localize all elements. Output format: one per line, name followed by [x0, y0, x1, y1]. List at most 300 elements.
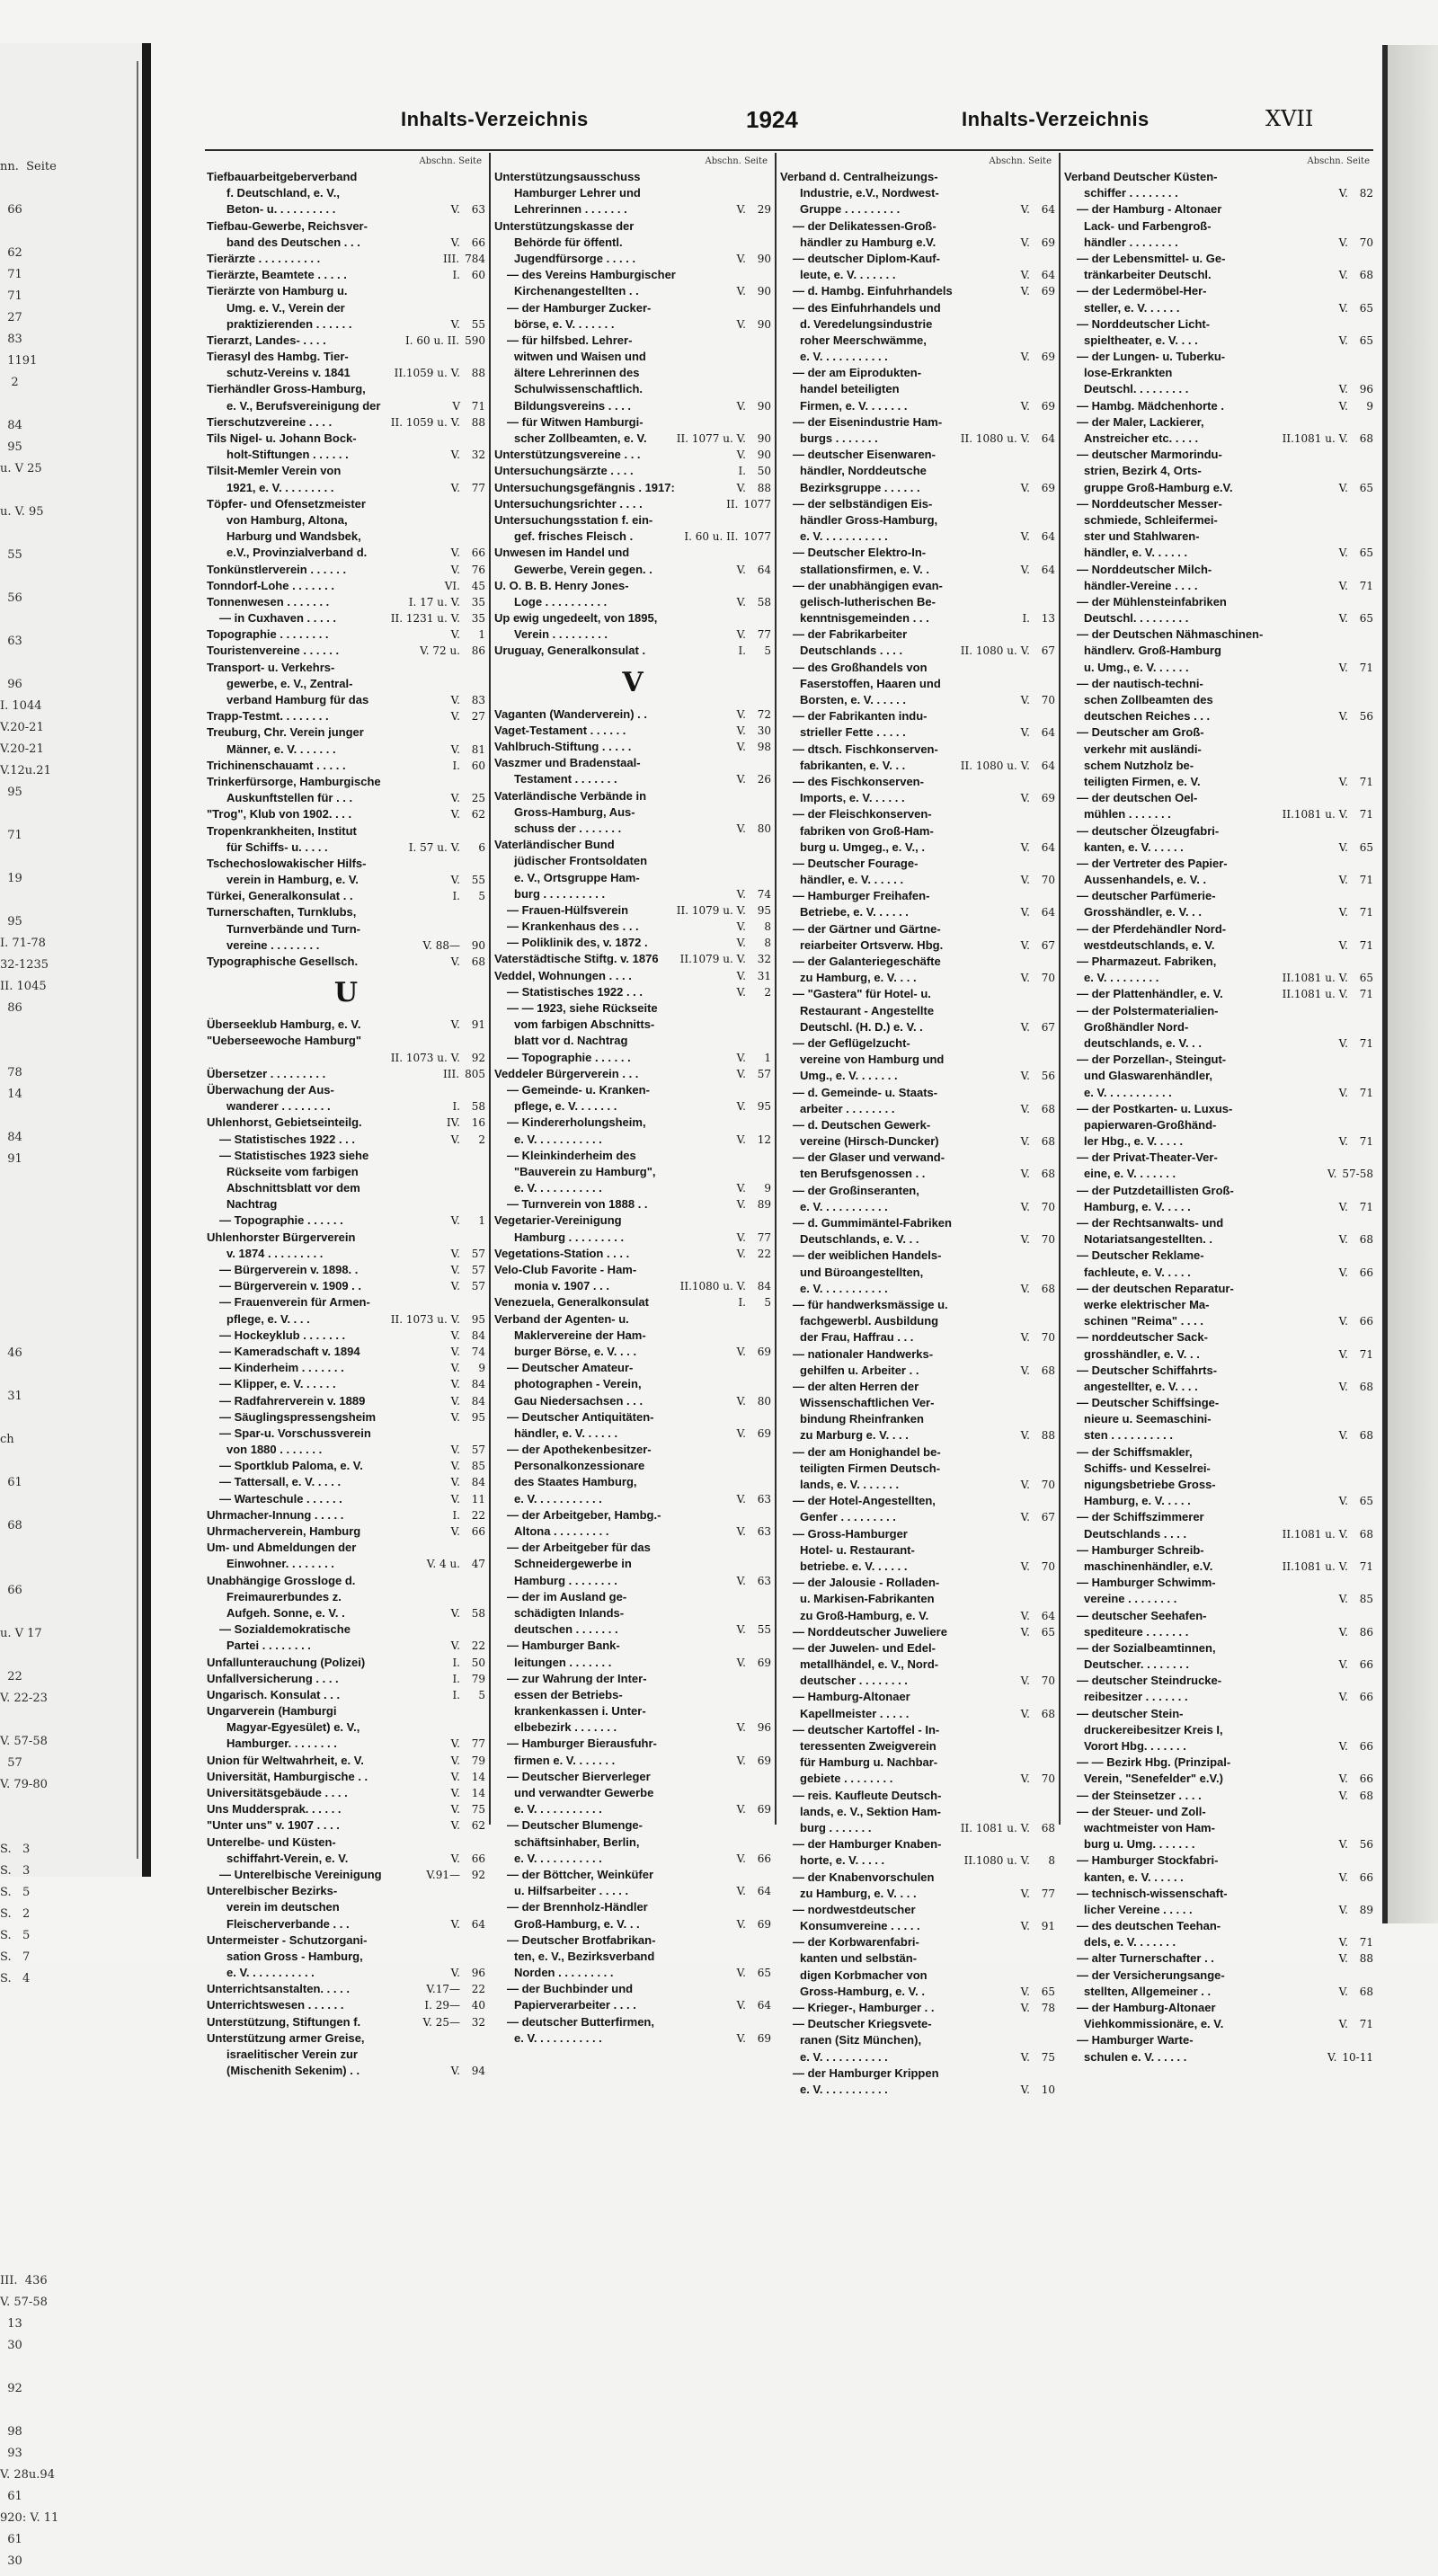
entry-title: Veddel, Wohnungen . . . .	[494, 968, 632, 982]
entry-page: 56	[1359, 1838, 1373, 1852]
entry-title: krankenkassen i. Unter-	[514, 1704, 646, 1719]
index-entry	[207, 1328, 485, 1344]
entry-section: V.	[450, 235, 460, 249]
entry-page: 96	[471, 1967, 485, 1980]
entry-page: 70	[1041, 1233, 1055, 1247]
entry-title: angestellter, e. V. . . .	[1084, 1379, 1198, 1393]
previous-page-number	[0, 2360, 135, 2382]
index-entry	[494, 1393, 771, 1409]
index-entry	[494, 300, 771, 316]
entry-title: Unfallunterauchung (Polizei)	[207, 1655, 366, 1669]
index-entry	[207, 1932, 485, 1949]
entry-title: verein im deutschen	[226, 1900, 340, 1914]
entry-title: — Sozialdemokratische	[219, 1622, 351, 1637]
entry-title: — des deutschen Teehan-	[1077, 1919, 1221, 1933]
entry-page: 55	[757, 1623, 771, 1637]
entry-page: 5	[478, 890, 485, 903]
index-entry	[494, 984, 771, 1000]
previous-page-number: u. V. 95	[0, 505, 44, 519]
index-entry	[780, 1231, 1055, 1248]
entry-page: 77	[1041, 1887, 1055, 1900]
entry-title: — Spar-u. Vorschussverein	[219, 1426, 371, 1440]
entry-title: — der Maler, Lackierer,	[1077, 414, 1204, 429]
entry-title: — Kameradschaft v. 1894	[219, 1344, 360, 1358]
index-entry	[494, 562, 771, 578]
index-entry	[494, 1753, 771, 1769]
entry-title: e. V. . . . . . . . . . .	[800, 2049, 888, 2064]
entry-page: 12	[757, 1133, 771, 1146]
entry-section: V.	[1020, 1020, 1030, 1034]
entry-title: f. Deutschland, e. V.,	[226, 186, 340, 200]
index-entry	[780, 2000, 1055, 2016]
index-entry	[780, 660, 1055, 676]
index-entry	[494, 1573, 771, 1589]
previous-page-number: III. 436	[0, 2274, 48, 2287]
entry-title: Genfer . . . . . . . . .	[800, 1510, 896, 1524]
entry-title: Hamburg, e. V. . . . .	[1084, 1494, 1191, 1508]
entry-title: eine, e. V. . . . . . .	[1084, 1167, 1176, 1181]
entry-title: Unfallversicherung . . . .	[207, 1671, 339, 1685]
entry-page: 6	[478, 840, 485, 854]
index-entry	[207, 1851, 485, 1867]
entry-title: Hotel- u. Restaurant-	[800, 1542, 915, 1557]
index-entry	[1064, 872, 1373, 888]
index-entry	[207, 1556, 485, 1572]
entry-section: V.	[450, 1819, 460, 1833]
entry-page: 70	[1041, 1674, 1055, 1688]
index-entry	[780, 806, 1055, 822]
entry-section: II.1080 u. V.	[963, 1854, 1030, 1868]
index-entry	[207, 1834, 485, 1851]
index-entry	[207, 1212, 485, 1229]
index-entry	[780, 1836, 1055, 1852]
entry-title: deutschen Reiches . . .	[1084, 709, 1211, 724]
index-entry	[1064, 1427, 1373, 1443]
index-entry	[1064, 316, 1373, 333]
entry-section: V.	[736, 449, 746, 462]
entry-page: 45	[471, 579, 485, 592]
entry-section: V.	[736, 937, 746, 950]
index-entry	[1064, 806, 1373, 822]
entry-title: sation Gross - Hamburg,	[226, 1949, 363, 1963]
entry-section: V. 25—	[422, 2015, 460, 2029]
previous-page-number: V. 79-80	[0, 1778, 48, 1791]
previous-page-number: 71	[0, 268, 22, 281]
index-entry	[1064, 1820, 1373, 1836]
index-entry	[1064, 1706, 1373, 1722]
index-entry	[207, 1409, 485, 1426]
entry-title: Gross-Hamburg, e. V. .	[800, 1984, 925, 1998]
previous-page-number	[0, 2123, 135, 2145]
index-entry	[1064, 2000, 1373, 2016]
entry-section: V.	[1338, 775, 1348, 788]
entry-section: V.	[450, 481, 460, 494]
entry-title: deutschen . . . . . . .	[514, 1622, 618, 1637]
entry-page: 64	[1041, 1609, 1055, 1622]
index-entry	[1064, 1591, 1373, 1607]
index-entry	[780, 1117, 1055, 1133]
entry-title: Partei . . . . . . . .	[226, 1639, 311, 1653]
entry-title: Transport- u. Verkehrs-	[207, 660, 335, 674]
index-entry	[780, 724, 1055, 741]
entry-page: 70	[1041, 1479, 1055, 1491]
entry-page: 1077	[743, 530, 771, 544]
index-entry	[494, 398, 771, 414]
entry-title: Grosshändler, e. V. . .	[1084, 905, 1203, 919]
entry-title: Kapellmeister . . . . .	[800, 1706, 910, 1720]
index-entry	[207, 1736, 485, 1752]
index-entry	[1064, 1329, 1373, 1346]
entry-title: Umg., e. V. . . . . . .	[800, 1069, 898, 1083]
entry-page: 66	[1359, 1740, 1373, 1753]
previous-page-number	[0, 1497, 135, 1519]
entry-title: monia v. 1907 . . .	[514, 1279, 609, 1293]
entry-title: — der Hamburg-Altonaer	[1077, 2001, 1216, 2014]
entry-section: V. 4 u.	[426, 1558, 460, 1571]
index-entry	[1064, 1461, 1373, 1477]
index-entry	[494, 1426, 771, 1442]
entry-page: 2	[478, 1133, 485, 1146]
entry-title: Uhlenhorster Bürgerverein	[207, 1230, 356, 1244]
entry-title: lands, e. V. . . . . . .	[800, 1478, 900, 1491]
index-entry	[494, 333, 771, 349]
previous-page-number	[0, 2209, 135, 2231]
index-entry	[1064, 283, 1373, 299]
index-entry	[494, 1212, 771, 1229]
index-entry	[494, 1491, 771, 1507]
index-entry	[780, 1870, 1055, 1886]
entry-title: händler, e. V. . . . . .	[514, 1426, 618, 1440]
index-entry	[780, 1166, 1055, 1182]
index-entry	[780, 1395, 1055, 1411]
previous-page-number	[0, 1174, 135, 1195]
index-entry	[494, 919, 771, 935]
entry-page: 89	[757, 1198, 771, 1212]
entry-title: e. V. . . . . . . . . . .	[800, 529, 888, 544]
index-entry	[207, 1458, 485, 1474]
entry-title: wachtmeister von Ham-	[1084, 1820, 1215, 1834]
entry-section: V.	[1020, 1282, 1030, 1295]
index-entry	[780, 1934, 1055, 1950]
previous-page-number	[0, 2252, 135, 2274]
entry-title: horte, e. V. . . . .	[800, 1853, 885, 1868]
entry-title: — der Porzellan-, Steingut-	[1077, 1053, 1227, 1067]
entry-page: 55	[471, 317, 485, 331]
entry-title: e. V., Ortsgruppe Ham-	[514, 870, 640, 884]
index-entry	[1064, 1133, 1373, 1150]
entry-section: I.	[452, 759, 460, 772]
entry-page: 50	[471, 1656, 485, 1669]
entry-title: — für Witwen Hamburgi-	[507, 414, 644, 429]
index-entry	[207, 235, 485, 251]
entry-title: photographen - Verein,	[514, 1377, 642, 1391]
entry-page: 71	[1359, 775, 1373, 788]
index-entry	[1064, 447, 1373, 463]
index-entry	[780, 1035, 1055, 1052]
column-head: Abschn. Seite	[1307, 156, 1370, 166]
entry-title: — Deutscher Brotfabrikan-	[507, 1932, 656, 1947]
index-entry	[207, 1098, 485, 1115]
entry-title: Verband der Agenten- u.	[494, 1311, 629, 1326]
entry-section: II. 1073 u. V.	[390, 1051, 460, 1064]
entry-section: V.	[1020, 906, 1030, 919]
previous-page-number: S. 3	[0, 1864, 31, 1878]
index-entry	[1064, 774, 1373, 790]
entry-section: V.	[1020, 1559, 1030, 1573]
entry-title: Universität, Hamburgische . .	[207, 1769, 368, 1783]
index-entry	[494, 1883, 771, 1899]
previous-page-number: 13	[0, 2317, 22, 2331]
index-entry	[207, 1066, 485, 1082]
entry-title: Hamburg . . . . . . . .	[514, 1573, 617, 1587]
entry-section: V.	[1327, 2050, 1337, 2064]
index-entry	[1064, 904, 1373, 920]
entry-title: — der alten Herren der	[793, 1379, 919, 1393]
entry-section: V.	[450, 203, 460, 217]
entry-page: 9	[1366, 399, 1373, 413]
entry-title: zu Groß-Hamburg, e. V.	[800, 1608, 929, 1622]
entry-section: V.	[450, 1754, 460, 1767]
entry-page: 66	[1359, 1658, 1373, 1672]
index-entry	[207, 660, 485, 676]
previous-page-number: S. 7	[0, 1950, 31, 1964]
entry-section: V.	[1338, 1952, 1348, 1966]
entry-section: II.	[726, 497, 739, 511]
index-entry	[494, 1605, 771, 1621]
entry-title: — Deutscher Fourage-	[793, 856, 919, 870]
index-entry	[207, 1523, 485, 1540]
entry-page: 71	[1359, 1200, 1373, 1213]
entry-title: Abschnittsblatt vor dem	[226, 1181, 360, 1195]
previous-page-number: V. 28u.94	[0, 2468, 55, 2482]
entry-page: 71	[1359, 906, 1373, 919]
index-entry	[207, 1719, 485, 1736]
index-entry	[494, 1409, 771, 1426]
entry-section: V.	[1020, 1985, 1030, 1998]
entry-title: — der Sozialbeamtinnen,	[1077, 1640, 1216, 1655]
entry-title: Tonnenwesen . . . . . . .	[207, 594, 330, 608]
previous-page-number: 95	[0, 786, 22, 799]
entry-title: — der Geflügelzucht-	[793, 1035, 910, 1050]
entry-title: burg u. Umgeg., e. V., .	[800, 839, 925, 854]
previous-page-number: 68	[0, 1519, 22, 1532]
index-entry	[780, 904, 1055, 920]
entry-title: Männer, e. V. . . . . . .	[226, 742, 336, 756]
previous-page-number: 62	[0, 246, 22, 260]
entry-page: 1	[478, 1214, 485, 1228]
entry-title: — Hamburger Schreib-	[1077, 1542, 1204, 1557]
entry-page: 68	[1359, 1380, 1373, 1393]
index-entry	[780, 1902, 1055, 1918]
entry-title: Viehkommissionäre, e. V.	[1084, 2017, 1224, 2031]
index-entry	[780, 1886, 1055, 1902]
index-entry	[780, 1591, 1055, 1607]
entry-section: V.	[736, 1967, 746, 1980]
entry-title: — alter Turnerschafter . .	[1077, 1951, 1214, 1966]
header-page-number: XVII	[1265, 106, 1314, 131]
entry-section: V.	[1020, 1707, 1030, 1720]
entry-title: zu Marburg e. V. . . .	[800, 1428, 909, 1443]
previous-page-number	[0, 1994, 135, 2015]
entry-section: V.	[1020, 399, 1030, 413]
index-entry	[207, 823, 485, 839]
entry-title: Kirchenangestellten . .	[514, 284, 639, 298]
entry-title: händler, e. V. . . . . .	[800, 873, 904, 887]
entry-page: 98	[757, 741, 771, 753]
entry-page: 90	[757, 285, 771, 298]
previous-page-number: 1191	[0, 354, 38, 368]
index-entry	[1064, 578, 1373, 594]
index-entry	[1064, 1984, 1373, 2000]
entry-section: V.	[736, 595, 746, 608]
entry-page: 88	[1041, 1429, 1055, 1443]
entry-page: 65	[1359, 333, 1373, 347]
entry-page: 91	[471, 1018, 485, 1032]
index-entry	[207, 790, 485, 806]
entry-title: der Frau, Haffrau . . .	[800, 1330, 914, 1345]
entry-section: V.	[450, 1264, 460, 1276]
entry-page: 66	[757, 1852, 771, 1865]
previous-page-number	[0, 1303, 135, 1325]
index-entry	[207, 1965, 485, 1981]
index-entry	[207, 1017, 485, 1033]
previous-page-number	[0, 1821, 135, 1843]
entry-section: V.	[450, 563, 460, 576]
previous-page-number	[0, 2080, 135, 2101]
entry-title: händler, e. V. . . . . .	[1084, 546, 1188, 560]
entry-page: 69	[757, 1803, 771, 1817]
index-entry	[780, 1068, 1055, 1084]
index-entry	[780, 251, 1055, 267]
previous-page-number	[0, 2403, 135, 2425]
previous-page-number: S. 2	[0, 1907, 31, 1921]
entry-section: II. 1081 u. V.	[960, 1821, 1030, 1834]
previous-page-number: 86	[0, 1001, 22, 1015]
index-entry	[207, 2047, 485, 2063]
entry-title: — Statistisches 1922 . . .	[219, 1132, 356, 1146]
entry-page: 84	[471, 1378, 485, 1391]
previous-page-number: 56	[0, 591, 22, 605]
index-entry	[494, 821, 771, 837]
index-entry	[494, 1066, 771, 1082]
entry-page: 69	[1041, 399, 1055, 413]
entry-title: leitungen . . . . . . .	[514, 1655, 612, 1669]
index-entry	[780, 562, 1055, 578]
index-entry	[1064, 1886, 1373, 1902]
index-entry	[780, 1738, 1055, 1754]
previous-page-number: 19	[0, 872, 22, 885]
entry-page: 64	[471, 1917, 485, 1931]
entry-title: holt-Stiftungen . . . . . .	[226, 448, 349, 462]
index-entry	[494, 1000, 771, 1017]
index-entry	[494, 545, 771, 561]
entry-title: Jugendfürsorge . . . . .	[514, 251, 636, 265]
entry-section: V.	[1327, 1168, 1337, 1181]
entry-title: Aussenhandels, e. V. .	[1084, 873, 1207, 887]
index-entry	[780, 1313, 1055, 1329]
entry-page: 70	[1041, 1772, 1055, 1786]
entry-title: stallationsfirmen, e. V. .	[800, 562, 930, 576]
previous-page-number: 66	[0, 203, 22, 217]
entry-title: — der Plattenhändler, e. V.	[1077, 987, 1223, 1001]
previous-page-number	[0, 1562, 135, 1584]
entry-page: 86	[1359, 1625, 1373, 1639]
entry-page: 66	[471, 546, 485, 560]
entry-title: schuss der . . . . . . .	[514, 821, 622, 835]
entry-title: handel beteiligten	[800, 382, 900, 396]
index-entry	[207, 921, 485, 937]
entry-title: Tonndorf-Lohe . . . . . . .	[207, 578, 335, 592]
index-entry	[207, 300, 485, 316]
entry-page: 63	[471, 203, 485, 217]
page-header	[160, 104, 1380, 140]
entry-section: V.	[1020, 563, 1030, 576]
entry-title: — Hamburger Bank-	[507, 1639, 620, 1653]
entry-section: V.	[450, 1787, 460, 1799]
entry-section: V.	[1338, 1233, 1348, 1247]
entry-section: II. 1077 u. V.	[676, 432, 746, 445]
entry-title: elbebezirk . . . . . . .	[514, 1720, 617, 1735]
entry-page: 57	[471, 1247, 485, 1260]
entry-title: Unterstützung armer Greise,	[207, 2030, 365, 2045]
index-entry	[780, 1085, 1055, 1101]
entry-section: V.	[736, 1426, 746, 1440]
index-entry	[780, 496, 1055, 512]
entry-page: 8	[764, 937, 771, 950]
previous-page-number	[0, 1239, 135, 1260]
index-entry	[780, 1150, 1055, 1166]
index-entry	[207, 888, 485, 904]
entry-section: V.	[736, 1394, 746, 1408]
entry-title: Deutscher. . . . . . . .	[1084, 1657, 1190, 1672]
entry-title: zu Hamburg, e. V. . . .	[800, 1886, 917, 1900]
index-entry	[1064, 1379, 1373, 1395]
index-entry	[207, 1050, 485, 1066]
entry-section: V.	[1338, 1266, 1348, 1279]
index-entry	[1064, 1788, 1373, 1804]
entry-title: — der Vertreter des Papier-	[1077, 856, 1228, 870]
index-entry	[207, 1703, 485, 1719]
entry-title: Um- und Abmeldungen der	[207, 1541, 357, 1555]
entry-title: gruppe Groß-Hamburg e.V.	[1084, 480, 1233, 494]
entry-section: V.	[450, 628, 460, 642]
entry-section: V.	[1020, 2050, 1030, 2064]
entry-title: "Unter uns" v. 1907 . . . .	[207, 1818, 340, 1833]
index-entry	[494, 1523, 771, 1540]
entry-title: Verein, "Senefelder" e.V.)	[1084, 1772, 1223, 1786]
index-column-2	[494, 156, 771, 2045]
entry-title: — "Gastera" für Hotel- u.	[793, 987, 931, 1001]
entry-page: 95	[471, 1312, 485, 1326]
entry-title: — der Postkarten- u. Luxus-	[1077, 1101, 1233, 1115]
entry-section: V.	[736, 317, 746, 331]
entry-title: — für handwerksmässige u.	[793, 1297, 948, 1311]
index-entry	[494, 349, 771, 365]
section-letter: U	[333, 977, 359, 1009]
index-entry	[780, 333, 1055, 349]
entry-title: Unterelbischer Bezirks-	[207, 1884, 338, 1898]
index-entry	[207, 872, 485, 888]
entry-page: 63	[757, 1525, 771, 1538]
index-entry	[207, 643, 485, 659]
entry-title: Trapp-Testmt. . . . . . . .	[207, 709, 329, 724]
index-entry	[780, 349, 1055, 365]
entry-section: V.	[450, 1280, 460, 1293]
entry-page: 25	[471, 792, 485, 805]
entry-title: — technisch-wissenschaft-	[1077, 1886, 1228, 1900]
entry-title: Loge . . . . . . . . . .	[514, 594, 608, 608]
entry-title: Deutschlands . . . .	[1084, 1526, 1187, 1541]
